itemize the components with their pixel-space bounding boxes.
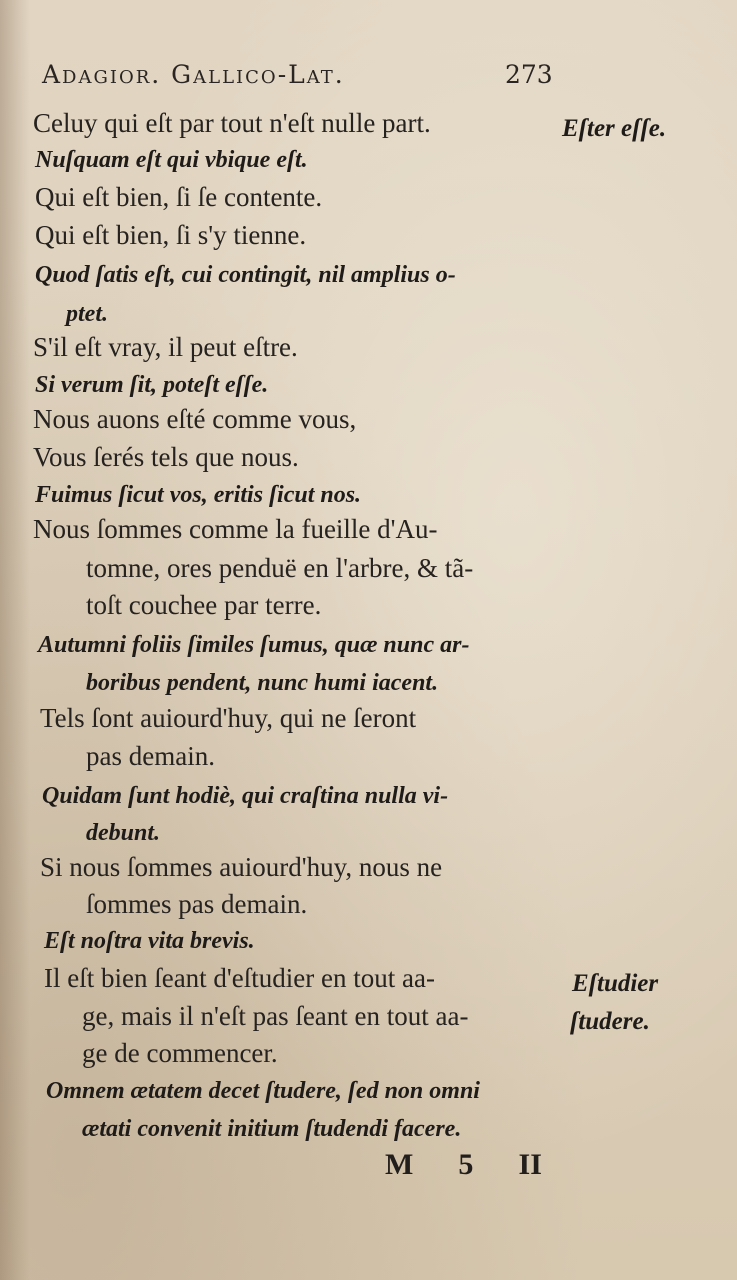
text-line: Celuy qui eſt par tout n'eſt nulle part. (33, 108, 431, 138)
text-line: Fuimus ſicut vos, eritis ſicut nos. (35, 482, 362, 508)
text-line: ætati convenit initium ſtudendi facere. (82, 1116, 462, 1142)
text-line: tomne, ores penduë en l'arbre, & tã- (86, 553, 474, 583)
text-line: Autumni foliis ſimiles ſumus, quæ nunc ar- (38, 632, 470, 658)
text-line: Vous ſerés tels que nous. (33, 442, 299, 472)
signature-number: 5 (458, 1148, 474, 1181)
margin-note: Eſtudier (572, 970, 659, 997)
text-line: ge de commencer. (82, 1038, 278, 1068)
margin-note: ſtudere. (570, 1008, 650, 1035)
text-line: Si nous ſommes auiourd'huy, nous ne (40, 852, 443, 882)
running-head-title: Adagior. Gallico-Lat. (42, 60, 345, 89)
signature-mark (385, 1148, 582, 1182)
text-line: debunt. (86, 820, 161, 846)
text-line: Qui eſt bien, ſi ſe contente. (35, 182, 323, 212)
signature-letter: M (385, 1148, 414, 1181)
text-line: Tels ſont auiourd'huy, qui ne ſeront (40, 703, 417, 733)
text-line: Il eſt bien ſeant d'eſtudier en tout aa- (44, 963, 435, 993)
text-line: Quidam ſunt hodiè, qui craſtina nulla vi- (42, 783, 449, 809)
text-line: Nuſquam eſt qui vbique eſt. (35, 147, 308, 173)
margin-note: Eſter eſſe. (562, 115, 667, 142)
text-line: Nous ſommes comme la fueille d'Au- (33, 514, 438, 544)
text-line: Eſt noſtra vita brevis. (44, 928, 255, 954)
text-line: S'il eſt vray, il peut eſtre. (33, 332, 298, 362)
page-number: 273 (505, 60, 553, 89)
signature-suffix: II (518, 1148, 542, 1181)
page-gutter-shadow (0, 0, 30, 1280)
text-line: Omnem ætatem decet ſtudere, ſed non omni (46, 1078, 480, 1104)
text-line: ſommes pas demain. (86, 889, 308, 919)
text-line: boribus pendent, nunc humi iacent. (86, 670, 439, 696)
text-line: Quod ſatis eſt, cui contingit, nil amplius o- (35, 262, 456, 288)
text-line: toſt couchee par terre. (86, 590, 322, 620)
text-line: Si verum ſit, poteſt eſſe. (35, 372, 269, 398)
text-line: Qui eſt bien, ſi s'y tienne. (35, 220, 307, 250)
text-line: ptet. (66, 301, 108, 327)
text-line: ge, mais il n'eſt pas ſeant en tout aa- (82, 1001, 469, 1031)
text-line: Nous auons eſté comme vous, (33, 404, 357, 434)
text-line: pas demain. (86, 741, 215, 771)
